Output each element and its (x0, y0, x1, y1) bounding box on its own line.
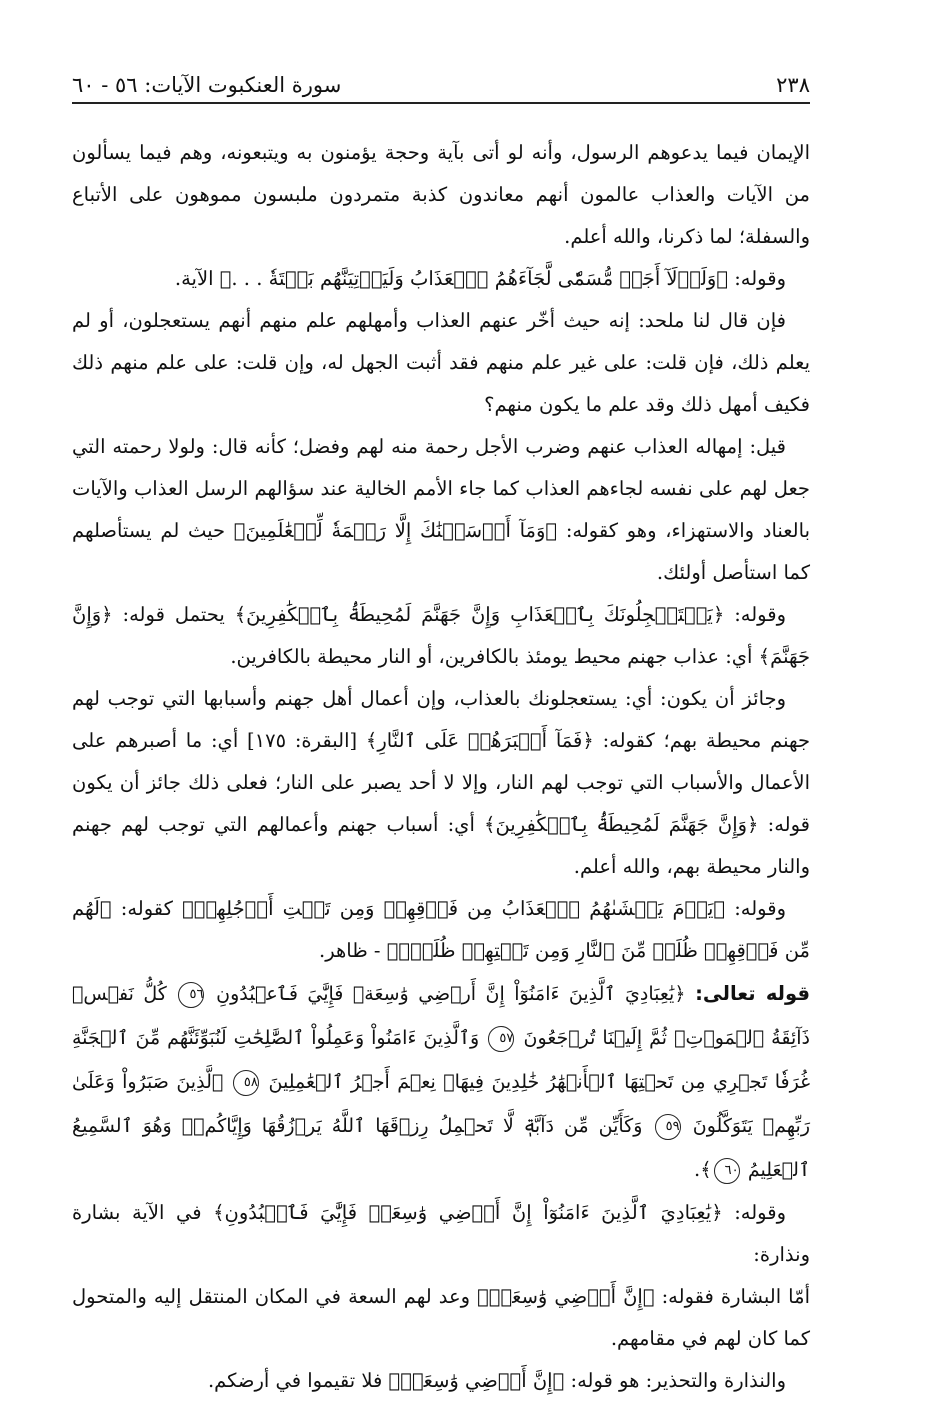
tail-paragraph-2: أمّا البشارة فقوله: ﴿إِنَّ أَرۡضِي وَٰسِعَةٞ﴾ وعد لهم السعة في المكان المنتقل إليه والمتحول كما كان لهم في مقامهم. (72, 1285, 810, 1350)
verse-60-text: وَكَأَيِّن مِّن دَآبَّةٖ لَّا تَحۡمِلُ رِزۡقَهَا ٱللَّهُ يَرۡزُقُهَا وَإِيَّاكُمۡۚ وَهُوَ ٱلسَّمِيعُ ٱلۡعَلِيمُ (72, 1115, 810, 1181)
book-page (72, 62, 810, 1402)
verse-58-text: وَٱلَّذِينَ ءَامَنُواْ وَعَمِلُواْ ٱلصَّٰلِحَٰتِ لَنُبَوِّئَنَّهُم مِّنَ ٱلۡجَنَّةِ غُرَفٗا تَجۡرِي مِن تَحۡتِهَا ٱلۡأَنۡهَٰرُ خَٰلِدِينَ فِيهَاۚ نِعۡمَ أَجۡرُ ٱلۡعَٰمِلِينَ (72, 1027, 811, 1093)
verse-57-text: كُلُّ نَفۡسٖ ذَآئِقَةُ ٱلۡمَوۡتِۖ ثُمَّ إِلَيۡنَا تُرۡجَعُونَ (72, 983, 810, 1049)
verse-59-text: ٱلَّذِينَ صَبَرُواْ وَعَلَىٰ رَبِّهِمۡ يَتَوَكَّلُونَ (72, 1071, 811, 1137)
paragraph-4: قيل: إمهاله العذاب عنهم وضرب الأجل رحمة منه لهم وفضل؛ كأنه قال: ولولا رحمته التي جعل لهم على نفسه لجاءهم العذاب كما جاء الأمم الخالية عند سؤالهم الرسل العذاب والآيات بالعناد والاستهزاء، وهو كقوله: ﴿وَمَآ أَرۡسَلۡنَٰكَ إِلَّا رَحۡمَةٗ لِّلۡعَٰلَمِينَ﴾ حيث لم يستأصلهم كما استأصل أولئك. (72, 435, 810, 584)
verse-number-60: ٦٠ (714, 1158, 740, 1184)
paragraph-7: وقوله: ﴿يَوۡمَ يَغۡشَىٰهُمُ ٱلۡعَذَابُ مِن فَوۡقِهِمۡ وَمِن تَحۡتِ أَرۡجُلِهِمۡ﴾ كقوله: ﴿لَهُم مِّن فَوۡقِهِمۡ ظُلَلٞ مِّنَ ٱلنَّارِ وَمِن تَحۡتِهِمۡ ظُلَلٞۚ﴾ - ظاهر. (72, 897, 810, 962)
tail-paragraph-3: والنذارة والتحذير: هو قوله: ﴿إِنَّ أَرۡضِي وَٰسِعَةٞ﴾ فلا تقيموا في أرضكم. (207, 1369, 786, 1392)
verses-block (72, 972, 810, 1192)
paragraph-3: فإن قال لنا ملحد: إنه حيث أخّر عنهم العذاب وأمهلهم علم منهم أنهم يستعجلون، أو لم يعلم ذلك، فإن قلت: على غير علم منهم فقد أثبت الجهل له، وإن قلت: على علم منهم ذلك فكيف أمهل ذلك وقد علم ما يكون منهم؟ (72, 309, 810, 416)
running-title: سورة العنكبوت الآيات: ٥٦ - ٦٠ (72, 72, 342, 97)
verse-number-56: ٥٦ (178, 982, 204, 1008)
verse-number-58: ٥٨ (233, 1070, 259, 1096)
page-header (72, 62, 810, 98)
verses-close: ﴾. (694, 1158, 712, 1181)
verse-number-57: ٥٧ (488, 1026, 514, 1052)
paragraph-6: وجائز أن يكون: أي: يستعجلونك بالعذاب، وإن أعمال أهل جهنم وأسبابها التي توجب لهم جهنم محيطة بهم؛ كقوله: ﴿فَمَآ أَصۡبَرَهُمۡ عَلَى ٱلنَّارِ﴾ [البقرة: ١٧٥] أي: ما أصبرهم على الأعمال والأسباب التي توجب لهم النار، وإلا لا أحد يصبر على النار؛ فعلى ذلك جائز أن يكون قوله: ﴿وَإِنَّ جَهَنَّمَ لَمُحِيطَةُۢ بِٱلۡكَٰفِرِينَ﴾ أي: أسباب جهنم وأعمالهم التي توجب لهم جهنم والنار محيطة بهم، والله أعلم. (72, 687, 810, 878)
tail-paragraph-1: وقوله: ﴿يَٰعِبَادِيَ ٱلَّذِينَ ءَامَنُوٓاْ إِنَّ أَرۡضِي وَٰسِعَةٞ فَإِيَّٰيَ فَٱعۡبُدُونِ﴾ في الآية بشارة ونذارة: (72, 1201, 810, 1266)
header-rule (72, 102, 810, 104)
paragraph-1: الإيمان فيما يدعوهم الرسول، وأنه لو أتى بآية وحجة يؤمنون به ويتبعونه، وهم فيما يسألون من الآيات والعذاب عالمون أنهم معاندون كذبة متمردون ملبسون مموهون على الأتباع والسفلة؛ لما ذكرنا، والله أعلم. (72, 141, 810, 248)
verse-56-text: ﴿يَٰعِبَادِيَ ٱلَّذِينَ ءَامَنُوٓاْ إِنَّ أَرۡضِي وَٰسِعَةٞ فَإِيَّٰيَ فَٱعۡبُدُونِ (216, 983, 686, 1005)
paragraph-2: وقوله: ﴿وَلَوۡلَآ أَجَلٞ مُّسَمّٗى لَّجَآءَهُمُ ٱلۡعَذَابُ وَلَيَأۡتِيَنَّهُم بَغۡتَةٗ . . .﴾ الآية. (174, 267, 786, 290)
paragraph-5: وقوله: ﴿يَسۡتَعۡجِلُونَكَ بِٱلۡعَذَابِ وَإِنَّ جَهَنَّمَ لَمُحِيطَةُۢ بِٱلۡكَٰفِرِينَ﴾ يحتمل قوله: ﴿وَإِنَّ جَهَنَّمَ﴾ أي: عذاب جهنم محيط يومئذ بالكافرين، أو النار محيطة بالكافرين. (72, 603, 810, 668)
verse-number-59: ٥٩ (655, 1114, 681, 1140)
verses-lead-in: قوله تعالى: (695, 982, 810, 1005)
page-number: ٢٣٨ (776, 72, 810, 97)
